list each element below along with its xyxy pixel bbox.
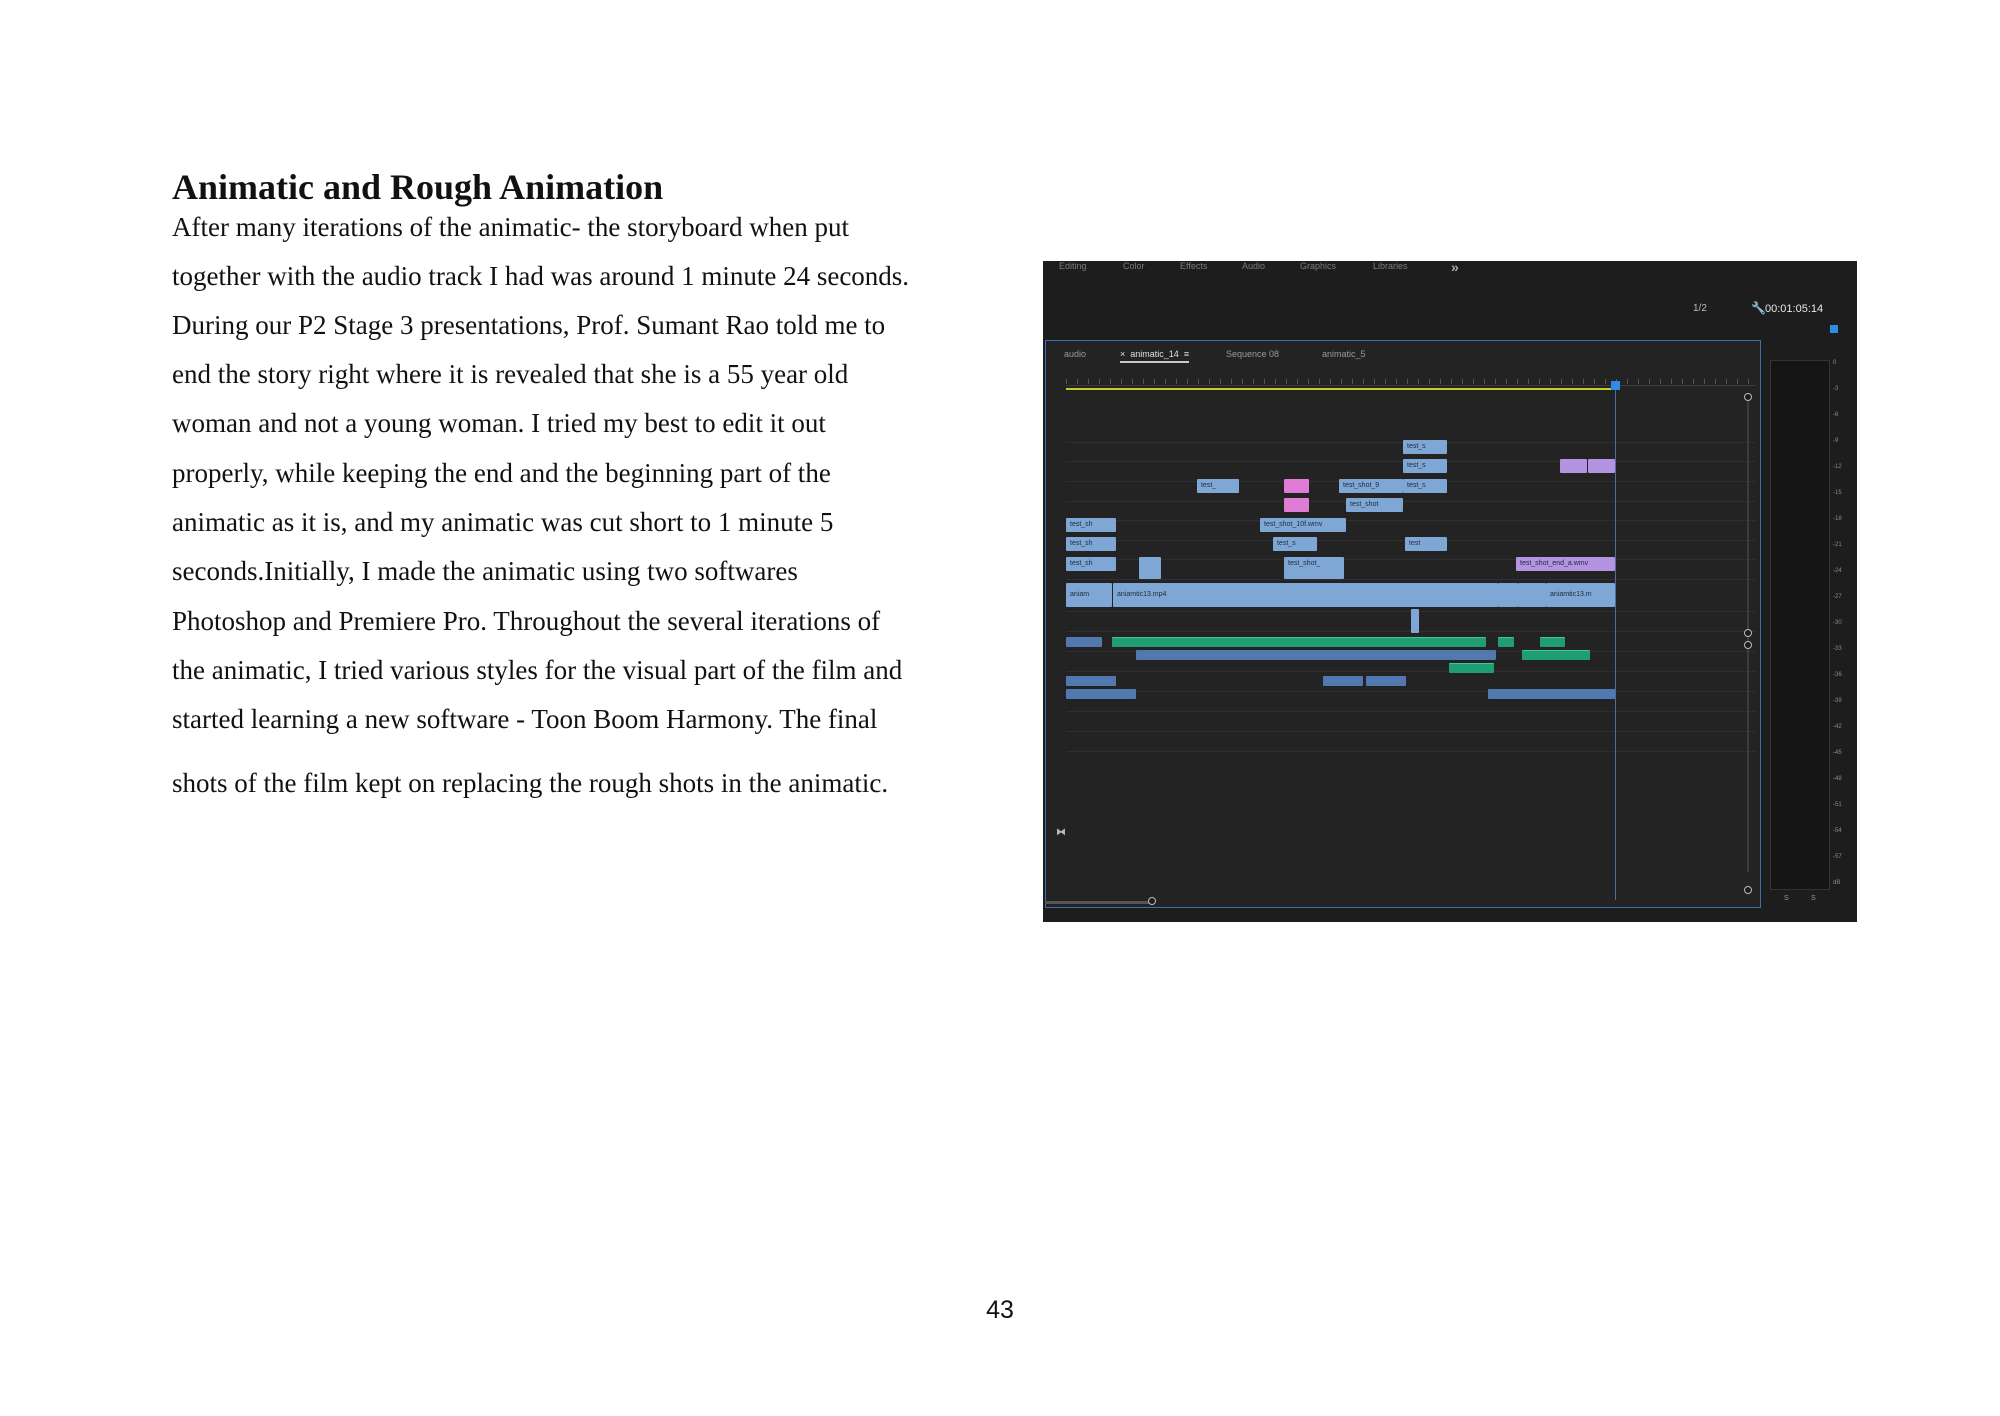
meter-tick: -27 bbox=[1833, 594, 1842, 600]
video-clip[interactable] bbox=[1498, 583, 1518, 607]
meter-tick: -30 bbox=[1833, 620, 1842, 626]
timecode-display: 00:01:05:14 bbox=[1765, 303, 1824, 315]
meter-tick: -42 bbox=[1833, 724, 1842, 730]
audio-clip[interactable] bbox=[1066, 676, 1116, 686]
playhead-line[interactable] bbox=[1615, 390, 1616, 900]
track-divider bbox=[1066, 751, 1756, 752]
text-line: the animatic, I tried various styles for the visual part of the film and bbox=[172, 655, 903, 685]
meter-tick: -6 bbox=[1833, 412, 1839, 418]
audio-meter-scale bbox=[1833, 360, 1853, 900]
video-clip[interactable]: aniamtic13.m bbox=[1546, 583, 1615, 607]
close-icon[interactable]: × bbox=[1120, 349, 1126, 359]
text-line: Photoshop and Premiere Pro. Throughout the several iterations of bbox=[172, 606, 881, 636]
text-line: properly, while keeping the end and the beginning part of the bbox=[172, 458, 831, 488]
track-divider bbox=[1066, 711, 1756, 712]
video-clip[interactable]: aniam bbox=[1066, 583, 1112, 607]
video-clip[interactable] bbox=[1411, 609, 1419, 633]
meter-tick: -54 bbox=[1833, 828, 1842, 834]
audio-clip[interactable] bbox=[1522, 650, 1590, 660]
video-clip[interactable] bbox=[1284, 498, 1309, 512]
meter-tick: -15 bbox=[1833, 490, 1842, 496]
video-clip[interactable]: test_sh bbox=[1066, 537, 1116, 551]
workspace-tab[interactable]: Libraries bbox=[1373, 261, 1408, 271]
sequence-tab-sequence-08[interactable]: Sequence 08 bbox=[1226, 349, 1280, 359]
text-line: together with the audio track I had was around 1 minute 24 seconds. bbox=[172, 261, 910, 291]
workspace-tab[interactable]: Effects bbox=[1180, 261, 1208, 271]
workspace-tab[interactable]: Graphics bbox=[1300, 261, 1337, 271]
meter-tick: -33 bbox=[1833, 646, 1842, 652]
sequence-tab-animatic-5[interactable]: animatic_5 bbox=[1322, 349, 1366, 359]
audio-meter bbox=[1770, 360, 1830, 890]
meter-tick: -51 bbox=[1833, 802, 1842, 808]
solo-button[interactable]: S bbox=[1784, 895, 1789, 902]
meter-tick: 0 bbox=[1833, 360, 1837, 366]
video-clip[interactable] bbox=[1284, 479, 1309, 493]
text-line: woman and not a young woman. I tried my best to edit it out bbox=[172, 408, 826, 438]
time-ruler[interactable] bbox=[1066, 369, 1756, 386]
meter-tick: -3 bbox=[1833, 386, 1839, 392]
video-clip[interactable]: test_shot_9 bbox=[1339, 479, 1403, 493]
meter-tick: -18 bbox=[1833, 516, 1842, 522]
audio-clip[interactable] bbox=[1540, 637, 1565, 647]
video-clip[interactable]: test_s bbox=[1403, 459, 1447, 473]
track-divider bbox=[1066, 671, 1756, 672]
track-divider bbox=[1066, 691, 1756, 692]
audio-clip[interactable] bbox=[1498, 637, 1514, 647]
text-line: shots of the film kept on replacing the rough shots in the animatic. bbox=[172, 768, 889, 798]
text-line: seconds.Initially, I made the animatic using two softwares bbox=[172, 556, 798, 586]
meter-tick: -24 bbox=[1833, 568, 1842, 574]
text-line: animatic as it is, and my animatic was cut short to 1 minute 5 bbox=[172, 507, 834, 537]
solo-button[interactable]: S bbox=[1811, 895, 1816, 902]
video-clip[interactable] bbox=[1588, 459, 1615, 473]
meter-tick: -9 bbox=[1833, 438, 1839, 444]
sequence-tab-label: animatic_14 bbox=[1130, 349, 1179, 359]
workspace-tab[interactable]: Audio bbox=[1242, 261, 1266, 271]
premiere-timeline-screenshot bbox=[1043, 261, 1857, 922]
video-clip[interactable]: test_shot_end_a.wmv bbox=[1516, 557, 1615, 571]
meter-tick: -57 bbox=[1833, 854, 1842, 860]
workspace-tab[interactable]: Editing bbox=[1059, 261, 1087, 271]
meter-tick: -39 bbox=[1833, 698, 1842, 704]
track-marker-icon[interactable]: ⧓ bbox=[1056, 827, 1066, 838]
playback-resolution-select[interactable]: 1/2 bbox=[1693, 303, 1707, 314]
scroll-handle[interactable] bbox=[1744, 629, 1752, 637]
video-clip[interactable]: test_sh bbox=[1066, 557, 1116, 571]
section-heading: Animatic and Rough Animation bbox=[172, 167, 664, 207]
text-line: During our P2 Stage 3 presentations, Prof. Sumant Rao told me to bbox=[172, 310, 886, 340]
track-divider bbox=[1066, 731, 1756, 732]
program-playhead-marker bbox=[1830, 325, 1838, 333]
timeline-panel bbox=[1045, 340, 1761, 908]
track-divider bbox=[1066, 579, 1756, 580]
scroll-handle[interactable] bbox=[1744, 886, 1752, 894]
track-divider bbox=[1066, 501, 1756, 502]
audio-clip[interactable] bbox=[1136, 650, 1496, 660]
workspace-tab[interactable]: Color bbox=[1123, 261, 1145, 271]
meter-tick: -48 bbox=[1833, 776, 1842, 782]
video-clip[interactable] bbox=[1560, 459, 1587, 473]
audio-clip[interactable] bbox=[1066, 689, 1136, 699]
video-clip[interactable]: test_shot bbox=[1346, 498, 1403, 512]
sequence-tab-audio[interactable]: audio bbox=[1064, 349, 1087, 359]
audio-clip[interactable] bbox=[1323, 676, 1363, 686]
playhead-handle[interactable] bbox=[1611, 381, 1620, 390]
meter-tick: -21 bbox=[1833, 542, 1842, 548]
video-clip[interactable]: test bbox=[1405, 537, 1447, 551]
audio-clip[interactable] bbox=[1449, 663, 1494, 673]
tab-menu-icon[interactable]: ≡ bbox=[1183, 349, 1190, 359]
wrench-icon[interactable]: 🔧 bbox=[1751, 301, 1766, 315]
audio-clip[interactable] bbox=[1112, 637, 1486, 647]
video-clip[interactable]: test_sh bbox=[1066, 518, 1116, 532]
track-divider bbox=[1066, 520, 1756, 521]
audio-clip[interactable] bbox=[1066, 637, 1102, 647]
sequence-tab-animatic-14[interactable] bbox=[1120, 349, 1189, 363]
more-workspaces-icon[interactable]: » bbox=[1451, 261, 1459, 275]
video-clip[interactable]: test_s bbox=[1403, 479, 1447, 493]
track-divider bbox=[1066, 559, 1756, 560]
scroll-handle[interactable] bbox=[1744, 641, 1752, 649]
meter-tick: dB bbox=[1833, 880, 1841, 886]
video-clip[interactable]: test_s bbox=[1403, 440, 1447, 454]
zoom-handle[interactable] bbox=[1148, 897, 1156, 905]
video-clip[interactable]: aniamtic13.mp4 bbox=[1113, 583, 1498, 607]
video-clip[interactable] bbox=[1139, 557, 1161, 579]
video-clip[interactable]: test_ bbox=[1197, 479, 1239, 493]
video-clip[interactable] bbox=[1518, 583, 1546, 607]
video-clip[interactable]: test_shot_10f.wmv bbox=[1260, 518, 1346, 532]
audio-clip[interactable] bbox=[1366, 676, 1406, 686]
page-number: 43 bbox=[986, 1296, 1014, 1324]
work-area-bar[interactable] bbox=[1066, 388, 1615, 390]
video-clip[interactable]: test_shot_ bbox=[1284, 557, 1344, 579]
text-line: end the story right where it is revealed that she is a 55 year old bbox=[172, 359, 849, 389]
meter-tick: -12 bbox=[1833, 464, 1842, 470]
meter-tick: -36 bbox=[1833, 672, 1842, 678]
text-line: After many iterations of the animatic- the storyboard when put bbox=[172, 212, 850, 242]
audio-clip[interactable] bbox=[1488, 689, 1615, 699]
scroll-handle[interactable] bbox=[1744, 393, 1752, 401]
horizontal-scrollbar[interactable] bbox=[1045, 901, 1153, 904]
meter-tick: -45 bbox=[1833, 750, 1842, 756]
text-line: started learning a new software - Toon Boom Harmony. The final bbox=[172, 704, 878, 734]
video-clip[interactable]: test_s bbox=[1273, 537, 1317, 551]
